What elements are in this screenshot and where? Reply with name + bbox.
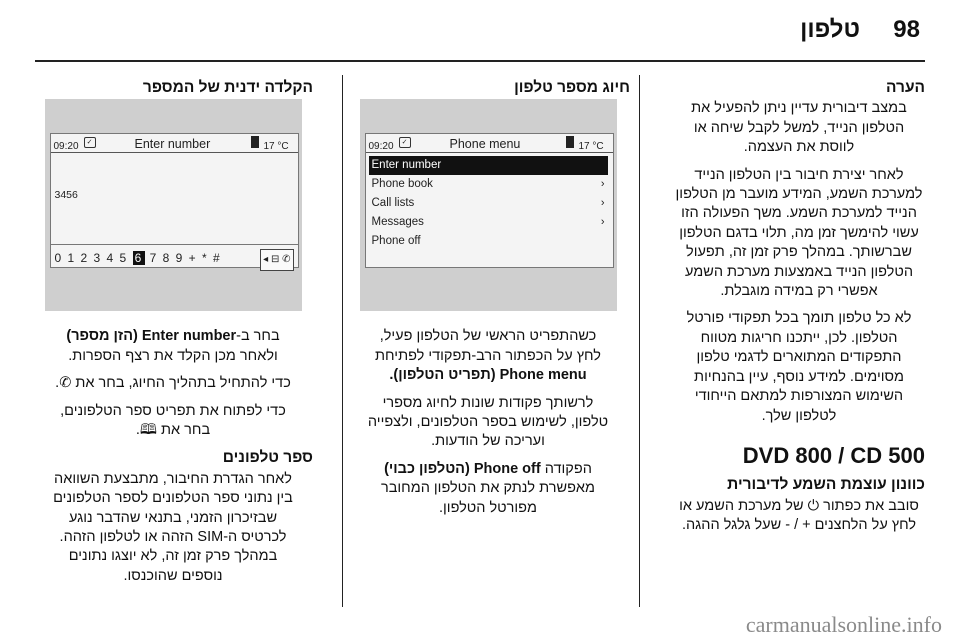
note-title: הערה: [886, 79, 925, 96]
dial-heading: חיוג מספר טלפון: [514, 79, 630, 96]
display-screen: [50, 133, 299, 268]
menu-item-call-lists[interactable]: Call lists ›: [369, 194, 608, 213]
middle-column: [346, 78, 630, 526]
chevron-right-icon: ›: [600, 197, 605, 210]
connection-paragraph: לאחר יצירת חיבור בין הטלפון הנייד למערכת השמע, המידע מועבר מן הטלפון הנייד למערכת השמע. משך הפעולה הזו עשוי להימשך זמן מה, תלוי בדגם הטלפון שברשותך. במהלך פרק זמן זה, תפעול הטלפון הנייד באמצעות מערכת השמע אפשרי רק במידה מוגבלת.: [675, 166, 923, 300]
screen-title: Enter number: [134, 137, 211, 152]
status-bar: [51, 134, 298, 153]
page-title: טלפון: [800, 16, 860, 43]
clock-time: 09:20: [53, 141, 79, 153]
function-icons[interactable]: ◂ ⊟ ✆: [260, 249, 293, 270]
temperature: 17 °C: [263, 141, 289, 153]
menu-item-messages[interactable]: Messages ›: [369, 213, 608, 232]
digit-selector[interactable]: [51, 244, 298, 267]
phonebook-menu-paragraph: כדי לפתוח את תפריט ספר הטלפונים, בחר את 🕮.: [60, 402, 286, 439]
phone-menu-screenshot: [360, 99, 617, 311]
header-rule: [35, 60, 925, 62]
clock-icon: ✓: [399, 137, 411, 148]
column-divider-right: [639, 75, 640, 607]
page-header: [0, 16, 960, 50]
left-column: [33, 78, 313, 594]
phonebook-heading: ספר טלפונים: [222, 449, 313, 467]
temperature: 17 °C: [578, 141, 604, 153]
phone-icon: [566, 136, 574, 148]
digits-before: 0 1 2 3 4 5: [54, 251, 128, 266]
entered-number: 3456: [54, 189, 78, 202]
page-number: 98: [893, 16, 920, 43]
enter-number-paragraph: בחר ב-Enter number (הזן מספר) ולאחר מכן הקלד את רצף הספרות.: [66, 328, 280, 364]
model-heading: DVD 800 / CD 500: [742, 442, 925, 468]
menu-item-phone-off[interactable]: Phone off: [371, 235, 421, 248]
screen-title: Phone menu: [449, 137, 521, 152]
enter-number-screenshot: [45, 99, 302, 311]
commands-paragraph: לרשותך פקודות שונות לחיוג מספרי טלפון, לשימוש בספר הטלפונים, ולצפייה ועריכה של הודעות.: [367, 394, 609, 450]
menu-item-phone-book[interactable]: Phone book ›: [369, 175, 608, 194]
clock-time: 09:20: [368, 141, 394, 153]
digit-selected[interactable]: 6: [134, 251, 143, 266]
dial-paragraph: כדי להתחיל בתהליך החיוג, בחר את ✆.: [55, 375, 291, 392]
right-column: [673, 78, 925, 544]
watermark: carmanualsonline.info: [745, 612, 942, 637]
manual-entry-heading: הקלדה ידנית של המספר: [142, 79, 313, 96]
volume-paragraph: סובב את כפתור ⏻ של מערכת השמע או לחץ על הלחצנים + / - שעל גלגל ההגה.: [679, 497, 919, 534]
status-bar: [366, 134, 613, 153]
phone-menu-list: [369, 156, 608, 251]
chevron-right-icon: ›: [600, 216, 605, 229]
phone-off-paragraph: הפקודה Phone off (הטלפון כבוי) מאפשרת לנתק את הטלפון המחובר מפורטל הטלפון.: [381, 460, 595, 516]
phone-icon: [251, 136, 259, 148]
menu-item-enter-number[interactable]: Enter number: [369, 156, 608, 175]
clock-icon: ✓: [84, 137, 96, 148]
compatibility-paragraph: לא כל טלפון תומך בכל תפקודי פורטל הטלפון. לכן, ייתכנו חריגות מטווח התפקודים המתוארים לדגמי טלפון מסוימים. למידע נוסף, עיין בהנחיות השימוש המצורפות למתאם הייחודי לטלפון שלך.: [686, 310, 912, 424]
volume-heading: כוונון עוצמת השמע לדיבורית: [727, 476, 925, 494]
display-screen: [365, 133, 614, 268]
digits-after: 7 8 9 + * #: [149, 251, 222, 266]
column-divider-left: [342, 75, 343, 607]
phone-menu-paragraph: כשהתפריט הראשי של הטלפון פעיל, לחץ על הכפתור הרב-תפקודי לפתיחת Phone menu (תפריט הטלפון).: [375, 328, 601, 384]
note-text: במצב דיבורית עדיין ניתן להפעיל את הטלפון הנייד, למשל לקבל שיחה או לווסת את העצמה.: [691, 100, 907, 156]
phonebook-paragraph: לאחר הגדרת החיבור, מתבצעת השוואה בין נתוני ספר הטלפונים לספר הטלפונים שבזיכרון הזמני, בתנאי שהדבר נוגע לכרטיס ה-SIM הזהה או לטלפון הזהה. במהלך פרק זמן זה, לא יוצגו נתונים נוספים שהוכנסו.: [53, 470, 293, 584]
chevron-right-icon: ›: [600, 178, 605, 191]
